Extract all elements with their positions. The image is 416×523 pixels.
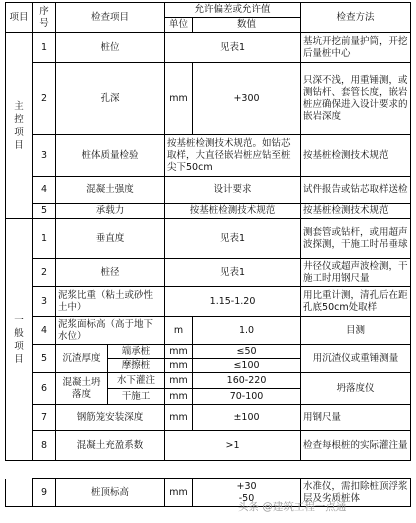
row-value: 见表1: [165, 259, 301, 287]
header-allowed: 允许偏差或允许值: [165, 3, 301, 18]
row-seq: 1: [33, 219, 56, 259]
row-item: 桩径: [56, 259, 165, 287]
row-seq: 4: [33, 317, 56, 345]
row-seq: 3: [33, 287, 56, 317]
row-method: 目测: [301, 317, 411, 345]
row-value: 按基桩检测技术规范: [165, 204, 301, 219]
table-row: [6, 219, 411, 259]
row-method: 用比重计测，清孔后在距孔底50cm处取样: [301, 287, 411, 317]
row-value: ≤100: [193, 359, 301, 373]
row-item: 孔深: [56, 63, 165, 135]
table-row: [6, 287, 411, 317]
row-seq: 2: [33, 259, 56, 287]
row-method: 坍落度仪: [301, 373, 411, 405]
row-unit: mm: [165, 405, 193, 431]
row-seq: 2: [33, 63, 56, 135]
row-item: 承载力: [56, 204, 165, 219]
row-subitem: 干施工: [108, 389, 165, 405]
row-item: 桩体质量检验: [56, 135, 165, 177]
row-value: 按基桩检测技术规范。如钻芯取样，大直径嵌岩桩应钻至桩尖下50cm: [165, 135, 301, 177]
table-row: [6, 317, 411, 345]
inspection-table: [5, 2, 411, 461]
row-item: 垂直度: [56, 219, 165, 259]
table-row: [6, 63, 411, 135]
row-seq: 4: [33, 177, 56, 204]
row-value: ≤50: [193, 345, 301, 359]
header-unit: 单位: [165, 18, 193, 33]
watermark: 头条 @建筑工程一点通: [238, 501, 347, 513]
row-item: 混凝土强度: [56, 177, 165, 204]
row-method: 按基桩检测技术规范: [301, 204, 411, 219]
table-row: [6, 373, 411, 389]
row-subitem: 水下灌注: [108, 373, 165, 389]
table-row: [6, 405, 411, 431]
inspection-table-tail: [5, 478, 411, 507]
header-method: 检查方法: [301, 3, 411, 33]
table-row: [6, 135, 411, 177]
row-method: 测套管或钻杆，或用超声波探测，干施工时吊垂球: [301, 219, 411, 259]
group-main: 主控项目: [6, 33, 33, 219]
row-seq: 1: [33, 33, 56, 63]
table-row: [6, 177, 411, 204]
row-item: 桩位: [56, 33, 165, 63]
table-row: [6, 204, 411, 219]
row-value-upper: +30: [236, 480, 257, 492]
row-unit: mm: [165, 389, 193, 405]
row-subitem: 摩擦桩: [108, 359, 165, 373]
row-value: 1.15-1.20: [165, 287, 301, 317]
row-value: >1: [165, 431, 301, 461]
row-unit: mm: [165, 479, 193, 507]
header-check-item: 检查项目: [56, 3, 165, 33]
row-value-lower: -50: [238, 492, 255, 504]
row-subitem: 端承桩: [108, 345, 165, 359]
row-unit: mm: [165, 345, 193, 359]
row-unit: mm: [165, 63, 193, 135]
row-method: 水准仪，需扣除桩顶浮浆层及劣质桩体: [301, 479, 411, 507]
row-method: 试件报告或钻芯取样送检: [301, 177, 411, 204]
row-value: ±100: [193, 405, 301, 431]
row-item: 混凝土充盈系数: [56, 431, 165, 461]
header-value: 数值: [193, 18, 301, 33]
header-seq: 序号: [33, 3, 56, 33]
group-general: 一般项目: [6, 219, 33, 461]
row-value: 见表1: [165, 219, 301, 259]
row-method: 按基桩检测技术规范: [301, 135, 411, 177]
row-item: 桩顶标高: [56, 479, 165, 507]
table-row: [6, 431, 411, 461]
row-method: 用钢尺量: [301, 405, 411, 431]
row-value: +300: [193, 63, 301, 135]
table-row: [6, 345, 411, 359]
row-seq: 7: [33, 405, 56, 431]
table-row: [6, 259, 411, 287]
row-method: 基坑开挖前量护筒，开挖后量桩中心: [301, 33, 411, 63]
row-item: 混凝土坍落度: [56, 373, 108, 405]
row-value: 设计要求: [165, 177, 301, 204]
row-seq: 5: [33, 204, 56, 219]
row-value: 70-100: [193, 389, 301, 405]
row-value: 160-220: [193, 373, 301, 389]
row-value: 1.0: [193, 317, 301, 345]
row-item: 泥浆面标高（高于地下水位）: [56, 317, 165, 345]
row-value: 见表1: [165, 33, 301, 63]
row-method: 只深不浅，用重锤测，或测钻杆、套管长度，嵌岩桩应确保进入设计要求的嵌岩深度: [301, 63, 411, 135]
table-row: [6, 33, 411, 63]
row-item: 沉渣厚度: [56, 345, 108, 373]
header-item: 项目: [6, 3, 33, 33]
row-item: 钢筋笼安装深度: [56, 405, 165, 431]
row-method: 用沉渣仪或重锤测量: [301, 345, 411, 373]
row-seq: 3: [33, 135, 56, 177]
row-seq: 8: [33, 431, 56, 461]
row-seq: 5: [33, 345, 56, 373]
table-row: [6, 479, 411, 507]
row-unit: m: [165, 317, 193, 345]
row-seq: 6: [33, 373, 56, 405]
row-method: 检查每根桩的实际灌注量: [301, 431, 411, 461]
row-seq: 9: [33, 479, 56, 507]
row-method: 井径仪或超声波检测，干施工时用钢尺量: [301, 259, 411, 287]
row-unit: mm: [165, 359, 193, 373]
row-unit: mm: [165, 373, 193, 389]
row-item: 泥浆比重（粘土或砂性土中）: [56, 287, 165, 317]
